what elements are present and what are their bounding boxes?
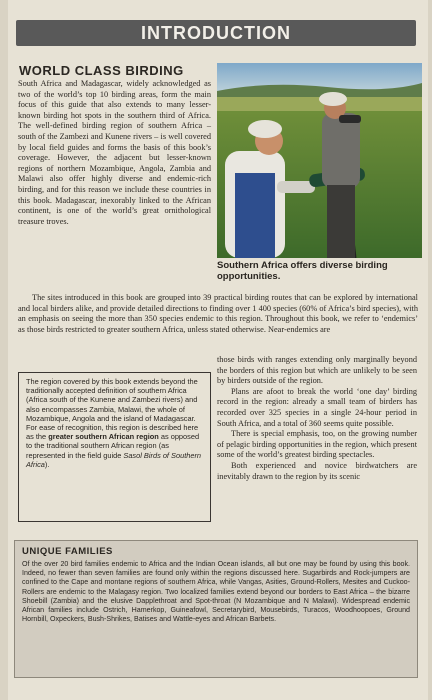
photo-caption: Southern Africa offers diverse birding opportunities. bbox=[217, 260, 388, 282]
right-column bbox=[217, 355, 417, 482]
callout-book-title: Sasol Birds of Southern Africa bbox=[26, 450, 202, 469]
families-heading: UNIQUE FAMILIES bbox=[22, 546, 113, 557]
chapter-banner bbox=[16, 20, 416, 46]
callout-text-3: ). bbox=[44, 459, 50, 469]
intro-paragraph: South Africa and Madagascar, widely acknowledged as two of the world’s top 10 birding areas, form the main focus of this guide that also extends to many lesser-known birding hot spots in the southern third of Africa. The well-defined birding region of southern Africa – south of the Zambezi and Kunene rivers – is well covered by local field guides and forms the basis of this book’s coverage. However, the adjacent but lesser-known regions of northern Mozambique, Angola, Zambia and Malawi also offer highly diverse and endemic-rich birding, and for this reason we include these countries in this book. Madagascar, inexorably linked to the African continent, is one of the world’s great ornithological treasure troves. bbox=[18, 79, 211, 226]
callout-bold-term: greater southern African region bbox=[48, 432, 159, 442]
birdwatchers-paragraph: Both experienced and novice birdwatchers are inevitably drawn to the region by its scenic bbox=[217, 460, 417, 481]
chapter-title: INTRODUCTION bbox=[141, 23, 291, 43]
section-heading: WORLD CLASS BIRDING bbox=[19, 63, 184, 78]
region-callout-box bbox=[18, 372, 211, 522]
routes-paragraph: The sites introduced in this book are grouped into 39 practical birding routes that can be explored by international and local birders alike, and provide detailed directions to finding over 1 400 species (60% of Africa’s bird species), with an emphasis on seeing the more than 350 species endemic to this region. Throughout this book, we refer to ‘endemics’ as those birds restricted to greater southern Africa, unless stated otherwise. Near-endemics are bbox=[18, 293, 418, 334]
callout-text-2: as opposed to the traditional southern African region (as represented in the field guide bbox=[26, 432, 200, 460]
unique-families-box bbox=[14, 540, 418, 678]
photo-illustration bbox=[217, 63, 422, 258]
pelagic-paragraph: There is special emphasis, too, on the growing number of pelagic birding opportunities in the region, which present some of the world’s greatest birding spectacles. bbox=[217, 429, 417, 460]
callout-text: The region covered by this book extends beyond the traditionally accepted definition of southern Africa (Africa south of the Kunene and Zambezi rivers) and also encompasses Zambia, Malawi, the whole of Mozambique, Angola and the island of Madagascar. For ease of recognition, this region is described here as the bbox=[26, 377, 199, 442]
near-endemics-paragraph: those birds with ranges extending only marginally beyond the borders of this region but which are unlikely to be seen by birders outside of the region. bbox=[217, 355, 417, 386]
birders-photo bbox=[217, 63, 422, 258]
record-paragraph: Plans are afoot to break the world ‘one day’ birding record in the region: already a small team of birders has recorded over 325 species in a single 24-hour period in South Africa, and a total of 360 seems quite possible. bbox=[217, 386, 417, 428]
families-text: Of the over 20 bird families endemic to Africa and the Indian Ocean islands, all but one may be found by using this book. Indeed, no fewer than seven families are found only within the regions discussed here. Sugarbirds and Rock-jumpers are confined to the Cape and montane regions of southern Africa, while Vangas, Asities, Ground-Rollers, Mesites and Cuckoo-Rollers are endemic to the Malagasy region. Two localized families extend beyond our borders to East Africa – the bizarre Shoebill (Zambia) and the elusive Dapplethroat and Spot-throat (N Mozambique and N Malawi). Widespread endemic African families include Ostrich, Hamerkop, Guineafowl, Secretarybird, Mousebirds, Turacos, Woodhoopoes, Ground Hornbill, Oxpeckers, Bush-Shrikes, Batises and Wattle-eyes and African Barbets. bbox=[22, 560, 410, 624]
